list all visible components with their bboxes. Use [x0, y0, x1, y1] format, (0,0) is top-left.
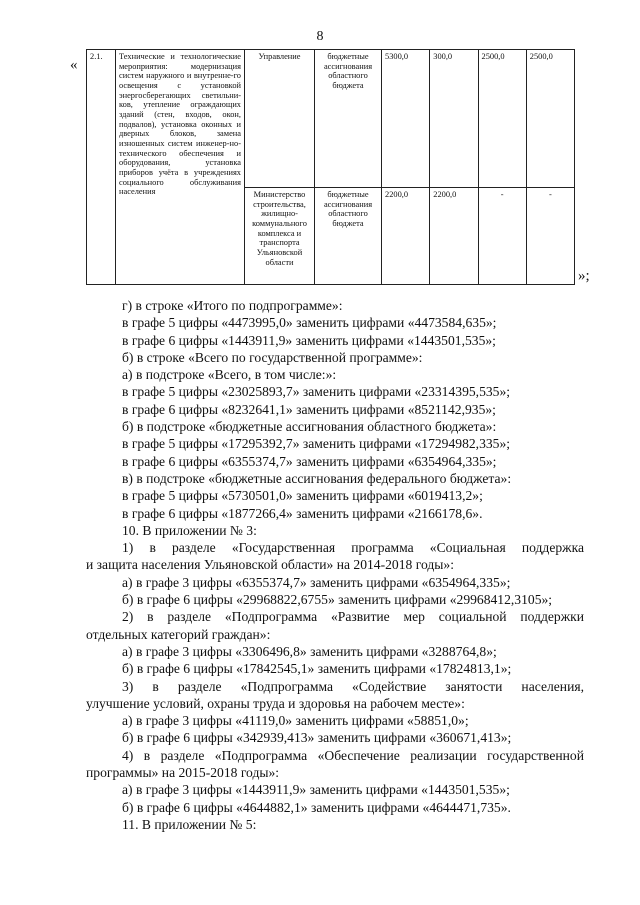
text-line: г) в строке «Итого по подпрограмме»: [122, 298, 343, 313]
value-cell: 5300,0 [382, 50, 430, 188]
text-line: 4) в разделе «Подпрограмма «Обеспечение реализации государственной [122, 747, 584, 763]
measure-description-cell: Технические и технологические мероприятия: модернизация систем наружного и внутренне-го освещения с установкой энергосберегающих светильни-ков, утепление ограждающих зданий (стен, входов, окон, подвалов), установка оконных и дверных блоков, замена изношенных систем инженер-но-технического обеспечения и оборудования, установка приборов учёта в учреждениях социального обслуживания населения [116, 50, 245, 285]
text-line: а) в подстроке «Всего, в том числе:»: [122, 367, 337, 383]
text-line: 1) в разделе «Государственная программа «Социальная поддержка [122, 540, 584, 556]
text-line: а) в графе 3 цифры «6355374,7» заменить цифрами «6354964,335»; [122, 574, 511, 590]
executor-cell: Министерство строительства, жилищно-коммунального комплекса и транспорта Ульяновской области [245, 188, 315, 285]
value-cell: - [526, 188, 574, 285]
funding-source-cell: бюджетные ассигнования областного бюджета [315, 188, 382, 285]
text-line: в графе 6 цифры «1877266,4» заменить цифрами «2166178,6». [122, 505, 483, 521]
text-line: 3) в разделе «Подпрограмма «Содействие занятости населения, [122, 678, 584, 694]
text-line: а) в графе 3 цифры «41119,0» заменить цифрами «58851,0»; [122, 713, 469, 729]
value-cell: - [478, 188, 526, 285]
text-line: отдельных категорий граждан»: [86, 626, 271, 642]
text-line: б) в графе 6 цифры «342939,413» заменить цифрами «360671,413»; [122, 730, 512, 746]
text-line: в графе 5 цифры «17295392,7» заменить цифрами «17294982,335»; [122, 436, 511, 452]
text-line: б) в графе 6 цифры «4644882,1» заменить цифрами «4644471,735». [122, 799, 511, 815]
text-line: программы» на 2015-2018 годы»: [86, 765, 280, 781]
text-line: 10. В приложении № 3: [122, 522, 257, 538]
text-line: в) в подстроке «бюджетные ассигнования федерального бюджета»: [122, 470, 512, 486]
text-line: а) в графе 3 цифры «1443911,9» заменить цифрами «1443501,535»; [122, 782, 510, 798]
text-line: б) в графе 6 цифры «17842545,1» заменить цифрами «17824813,1»; [122, 661, 512, 677]
text-line: улучшение условий, охраны труда и здоровья на рабочем месте»: [86, 695, 465, 711]
value-cell: 2500,0 [478, 50, 526, 188]
text-line: б) в подстроке «бюджетные ассигнования областного бюджета»: [122, 419, 497, 435]
text-line: 11. В приложении № 5: [122, 816, 257, 832]
page-number: 8 [316, 29, 324, 44]
text-line: в графе 5 цифры «23025893,7» заменить цифрами «23314395,535»; [122, 384, 511, 400]
text-line: и защита населения Ульяновской области» на 2014-2018 годы»: [86, 557, 454, 573]
text-line: б) в строке «Всего по государственной программе»: [122, 349, 423, 365]
opening-quote: « [70, 57, 78, 73]
text-line: в графе 6 цифры «8232641,1» заменить цифрами «8521142,935»; [122, 401, 496, 417]
value-cell: 2200,0 [382, 188, 430, 285]
value-cell: 2200,0 [430, 188, 478, 285]
value-cell: 300,0 [430, 50, 478, 188]
text-line: в графе 6 цифры «1443911,9» заменить цифрами «1443501,535»; [122, 332, 496, 348]
program-table [86, 49, 575, 285]
text-line: б) в графе 6 цифры «29968822,6755» заменить цифрами «29968412,3105»; [122, 592, 553, 608]
closing-quote: »; [578, 268, 590, 284]
row-number-cell: 2.1. [87, 50, 116, 285]
text-line: в графе 5 цифры «4473995,0» заменить цифрами «4473584,635»; [122, 315, 497, 331]
text-line: а) в графе 3 цифры «3306496,8» заменить цифрами «3288764,8»; [122, 643, 497, 659]
funding-source-cell: бюджетные ассигнования областного бюджета [315, 50, 382, 188]
value-cell: 2500,0 [526, 50, 574, 188]
text-line: 2) в разделе «Подпрограмма «Развитие мер социальной поддержки [122, 609, 584, 625]
text-line: в графе 6 цифры «6355374,7» заменить цифрами «6354964,335»; [122, 453, 497, 469]
text-line: в графе 5 цифры «5730501,0» заменить цифрами «6019413,2»; [122, 488, 483, 504]
executor-cell: Управление [245, 50, 315, 188]
amendment-text [86, 297, 584, 833]
table-row [87, 50, 575, 188]
